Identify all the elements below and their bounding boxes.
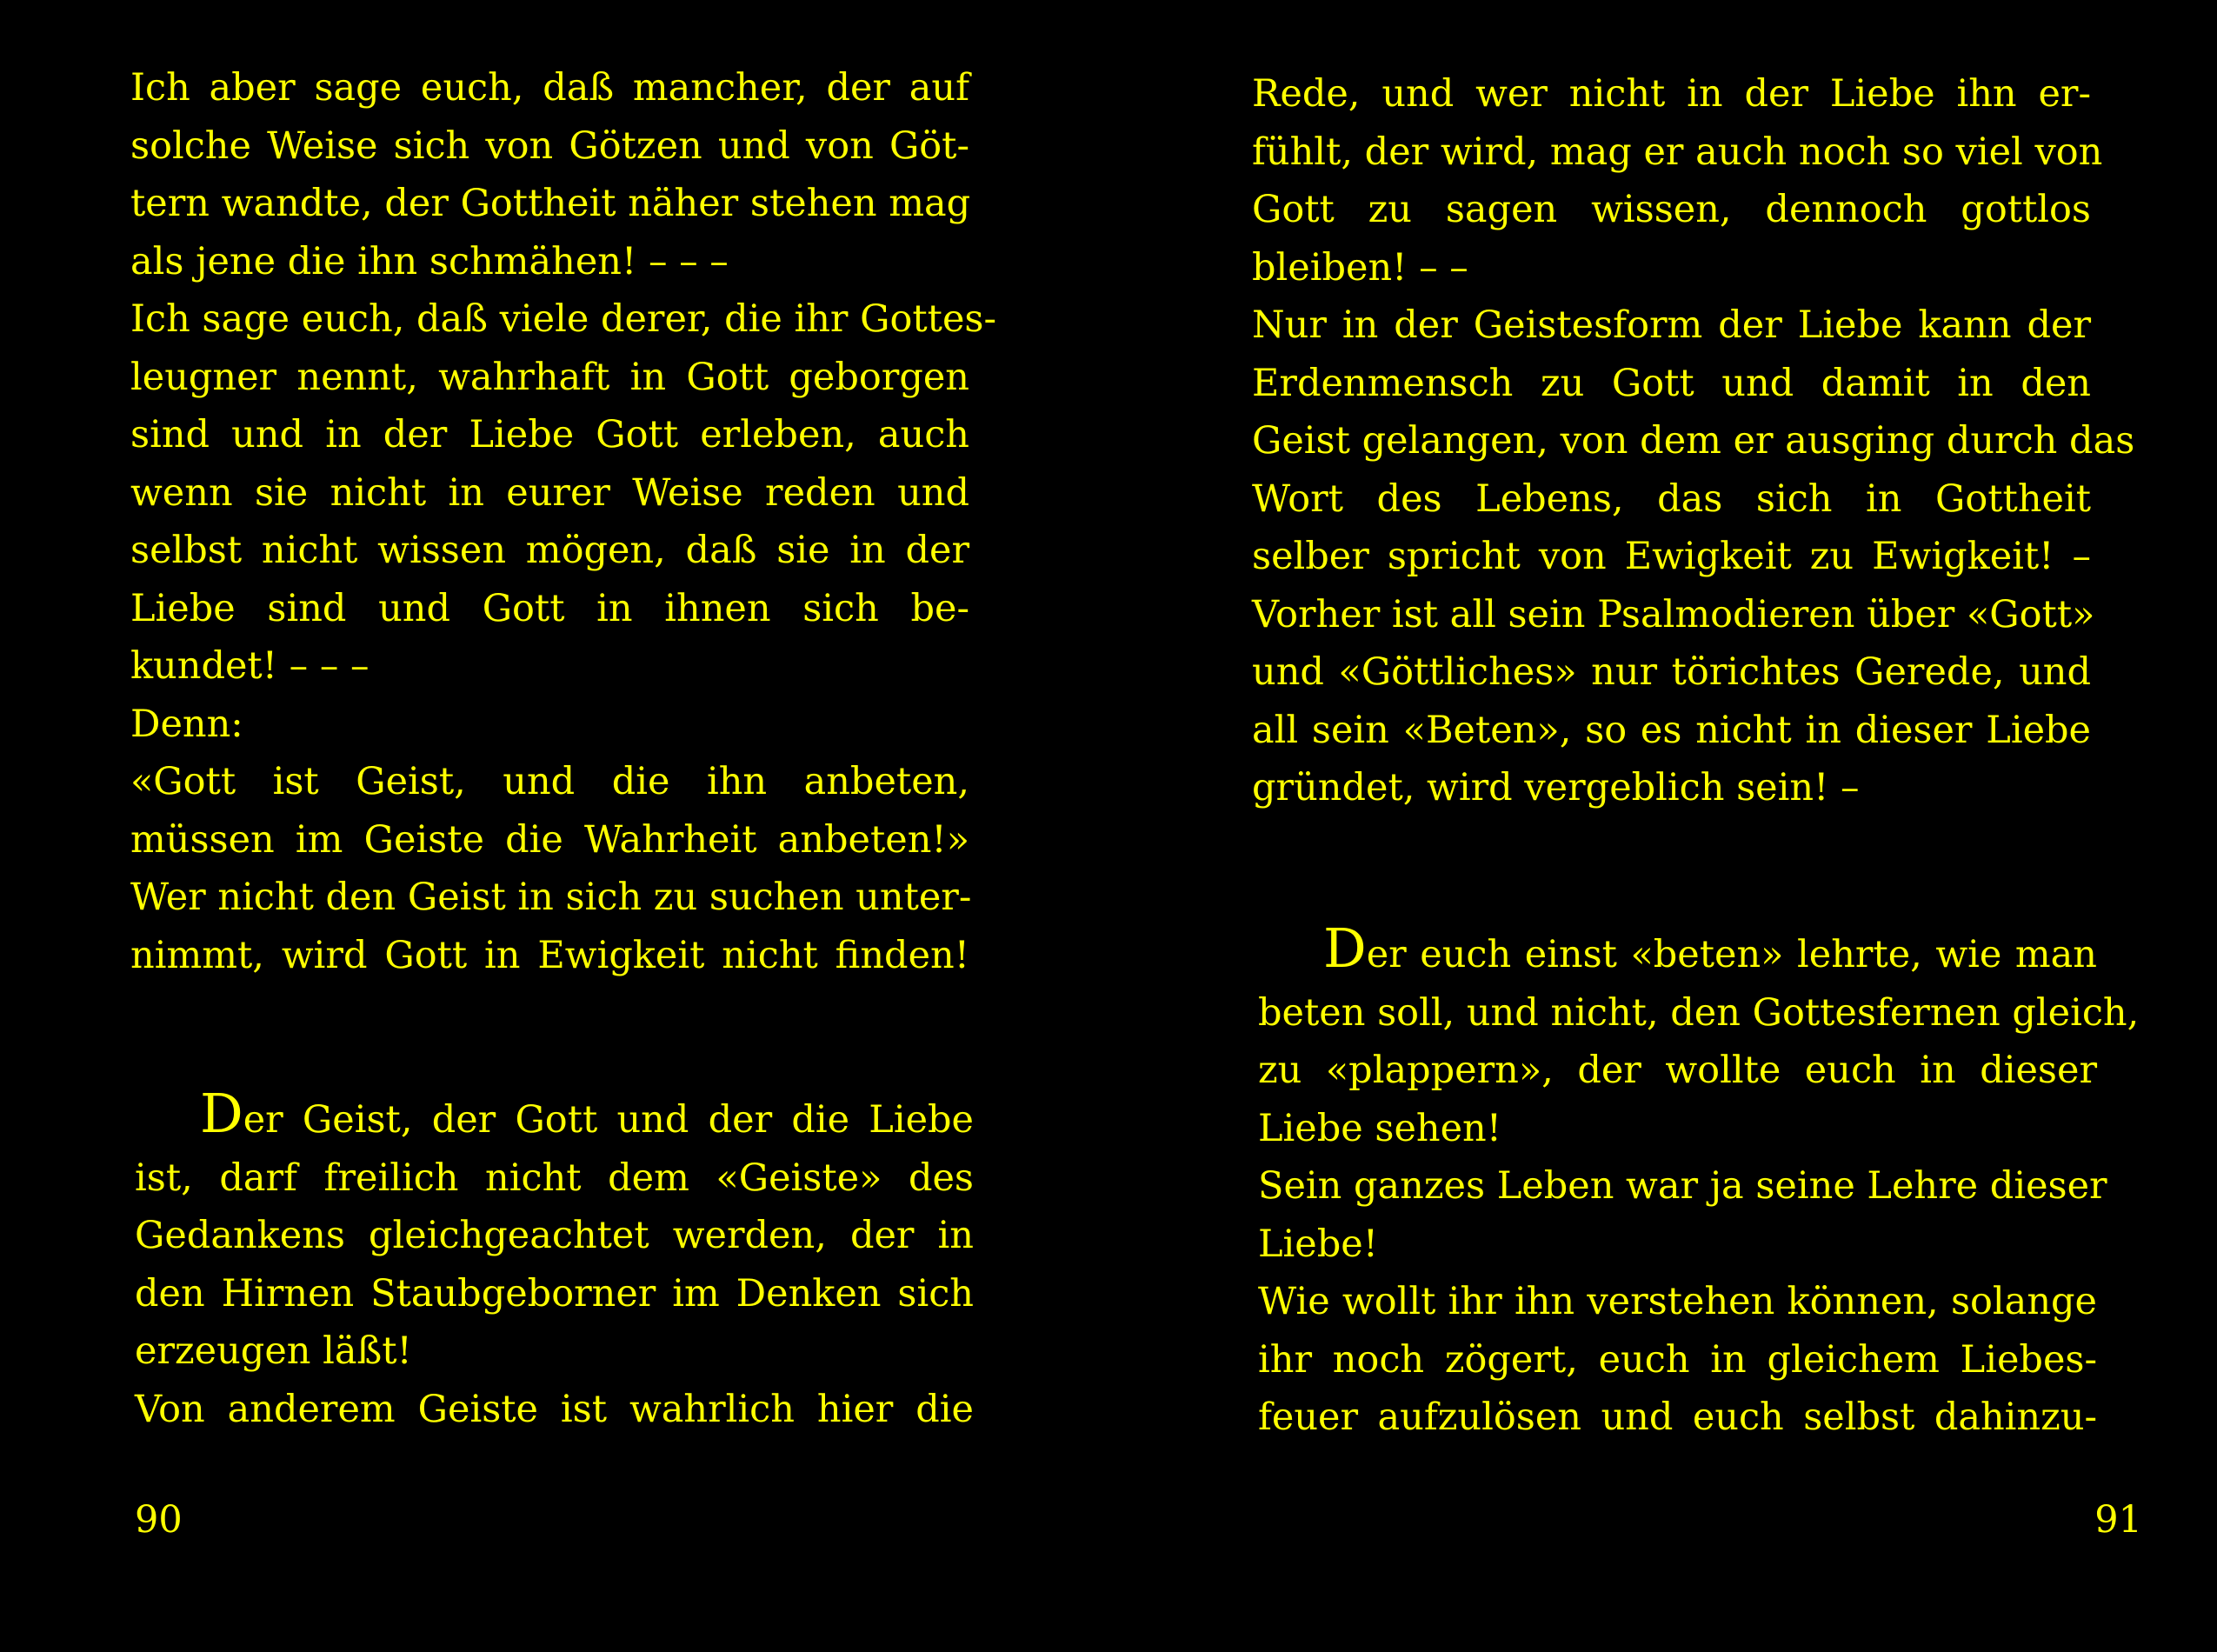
text-line: sind und in der Liebe Gott erleben, auch (130, 413, 969, 456)
text-line: zu «plappern», der wollte euch in dieser (1258, 1049, 2097, 1092)
right-page (1108, 0, 2217, 1652)
text-line: als jene die ihn schmähen! – – – (130, 239, 729, 283)
paragraph-opening-line (135, 1082, 974, 1149)
text-line: Ich sage euch, daß viele derer, die ihr Gottes- (130, 297, 996, 341)
text-line: selber spricht von Ewigkeit zu Ewigkeit! – (1252, 535, 2091, 578)
left-text-section-2 (135, 1082, 974, 1438)
text-line: Liebe! (1258, 1222, 1379, 1266)
text-line: Vorher ist all sein Psalmodieren über «Gott» (1252, 592, 2095, 636)
text-line: Wie wollt ihr ihn verstehen können, solange (1258, 1280, 2097, 1323)
text-line: beten soll, und nicht, den Gottesfernen gleich, (1258, 990, 2140, 1035)
page-number: 90 (135, 1498, 183, 1542)
text-line: wenn sie nicht in eurer Weise reden und (130, 470, 969, 515)
paragraph-opening-line (1258, 916, 2097, 984)
text-line: Erdenmensch zu Gott und damit in den (1252, 361, 2091, 405)
text-line: und «Göttliches» nur törichtes Gerede, und (1252, 650, 2091, 694)
right-text-section-1 (1252, 65, 2135, 817)
text-line: fühlt, der wird, mag er auch noch so viel von (1252, 130, 2103, 174)
text-line: Wort des Lebens, das sich in Gottheit (1252, 476, 2091, 521)
text-line: Liebe sehen! (1258, 1106, 1502, 1150)
text-line: Ich aber sage euch, daß mancher, der auf (130, 66, 969, 110)
text-line: Sein ganzes Leben war ja seine Lehre dieser (1258, 1164, 2107, 1208)
text-line: Nur in der Geistesform der Liebe kann der (1252, 303, 2091, 347)
text-line: müssen im Geiste die Wahrheit anbeten!» (130, 817, 969, 862)
text-line: Wer nicht den Geist in sich zu suchen unter- (130, 876, 972, 919)
text-line: ihr noch zögert, euch in gleichem Liebes- (1258, 1337, 2097, 1382)
left-page (0, 0, 1108, 1652)
text-line: gründet, wird vergeblich sein! – (1252, 766, 1860, 809)
text-line: Geist gelangen, von dem er ausging durch das (1252, 419, 2135, 463)
text-line: feuer aufzulösen und euch selbst dahinzu- (1258, 1396, 2097, 1439)
text-line: kundet! – – – (130, 644, 370, 688)
text-line: leugner nennt, wahrhaft in Gott geborgen (130, 355, 969, 399)
text-line: selbst nicht wissen mögen, daß sie in der (130, 529, 969, 572)
text-line: erzeugen läßt! (135, 1329, 412, 1373)
drop-cap: D (200, 1082, 243, 1145)
text-line: solche Weise sich von Götzen und von Göt- (130, 123, 969, 168)
text-line: bleiben! – – (1252, 245, 1468, 290)
text-line: Rede, und wer nicht in der Liebe ihn er- (1252, 72, 2091, 116)
text-line: er euch einst «beten» lehrte, wie man (1366, 933, 2097, 976)
drop-cap: D (1323, 916, 1367, 980)
text-line: er Geist, der Gott und der die Liebe (243, 1098, 974, 1142)
text-line: Gedankens gleichgeachtet werden, der in (135, 1214, 974, 1257)
text-line: Liebe sind und Gott in ihnen sich be- (130, 586, 969, 630)
text-line: tern wandte, der Gottheit näher stehen mag (130, 182, 971, 225)
text-line: nimmt, wird Gott in Ewigkeit nicht finden! (130, 933, 969, 977)
text-line: «Gott ist Geist, und die ihn anbeten, (130, 760, 969, 803)
text-line: Denn: (130, 702, 243, 746)
page-number: 91 (2094, 1498, 2142, 1542)
text-line: Von anderem Geiste ist wahrlich hier die (135, 1387, 974, 1431)
text-line: ist, darf freilich nicht dem «Geiste» des (135, 1156, 974, 1200)
text-line: all sein «Beten», so es nicht in dieser Liebe (1252, 708, 2091, 752)
text-line: den Hirnen Staubgeborner im Denken sich (135, 1271, 974, 1316)
right-text-section-2 (1258, 916, 2140, 1447)
text-line: Gott zu sagen wissen, dennoch gottlos (1252, 188, 2091, 231)
left-text-section-1 (130, 59, 996, 984)
